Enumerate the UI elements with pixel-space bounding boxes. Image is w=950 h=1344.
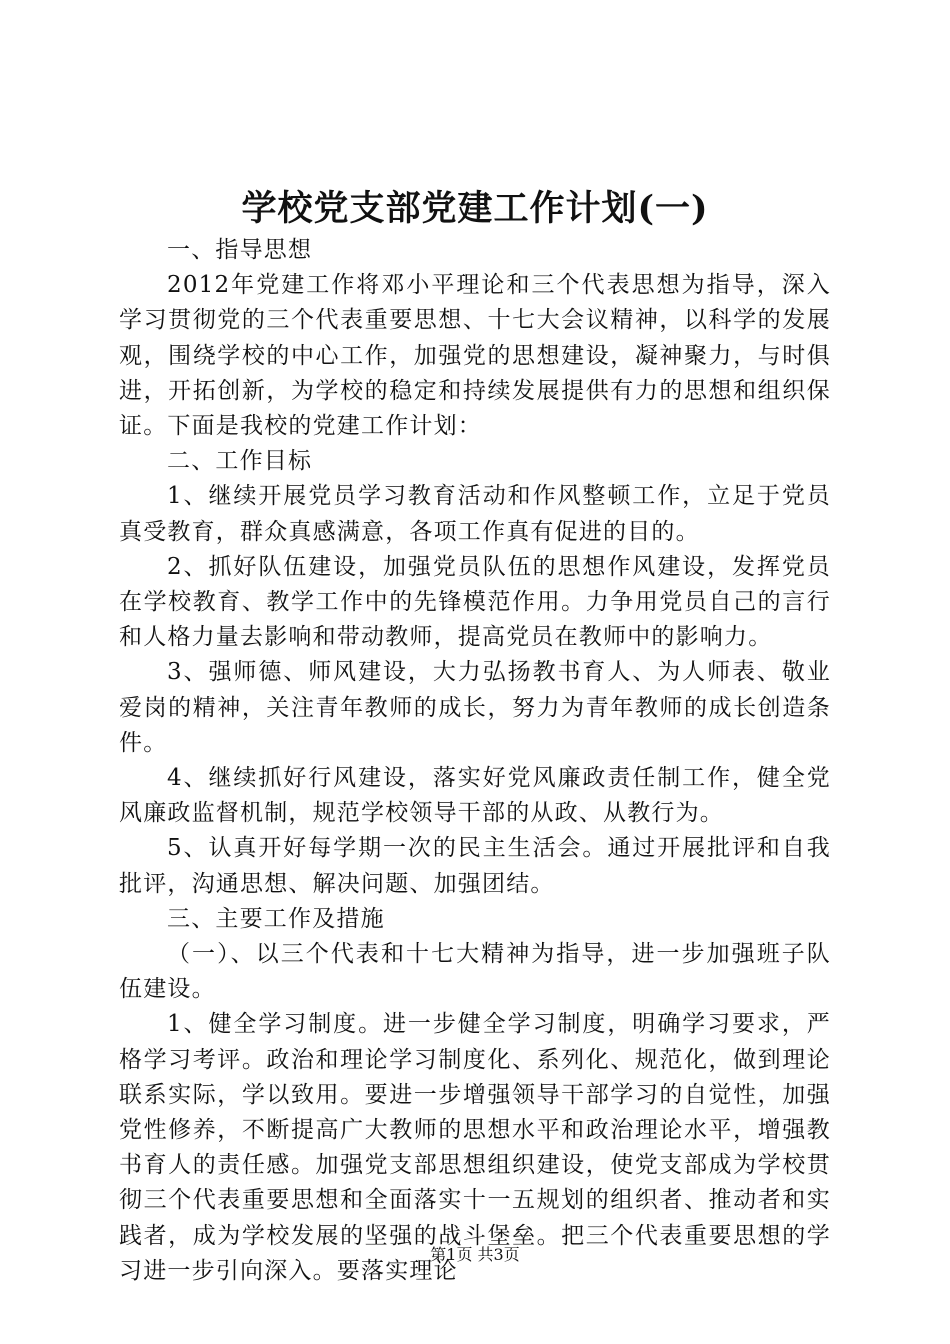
section-heading-guiding-thought: 一、指导思想: [167, 237, 313, 263]
section-heading-main-work: 三、主要工作及措施: [167, 905, 385, 932]
measure-item-1: 1、健全学习制度。进一步健全学习制度，明确学习要求，严格学习考评。政治和理论学习制度化、系列化、规范化，做到理论联系实际，学以致用。要进一步增强领导干部学习的自觉性，加强党性修养，不断提高广大教师的思想水平和政治理论水平，增强教书育人的责任感。加强党支部思想组织建设，使党支部成为学校贯彻三个代表重要思想和全面落实十一五规划的组织者、推动者和实践者，成为学校发展的坚强的战斗堡垒。把三个代表重要思想的学习进一步引向深入。要落实理论: [119, 1011, 831, 1284]
body-paragraph: 2012年党建工作将邓小平理论和三个代表思想为指导，深入学习贯彻党的三个代表重要思想、十七大会议精神，以科学的发展观，围绕学校的中心工作，加强党的思想建设，凝神聚力，与时俱进，开拓创新，为学校的稳定和持续发展提供有力的思想和组织保证。下面是我校的党建工作计划：: [119, 272, 831, 440]
subsection-heading: （一）、以三个代表和十七大精神为指导，进一步加强班子队伍建设。: [119, 941, 831, 1003]
document-title: 学校党支部党建工作计划(一): [241, 188, 709, 229]
page-footer: 第1页 共3页: [430, 1245, 520, 1264]
goal-item-1: 1、继续开展党员学习教育活动和作风整顿工作，立足于党员真受教育，群众真感满意，各项工作真有促进的目的。: [119, 483, 831, 545]
section-heading-work-goals: 二、工作目标: [167, 448, 313, 475]
goal-item-3: 3、强师德、师风建设，大力弘扬教书育人、为人师表、敬业爱岗的精神，关注青年教师的成长，努力为青年教师的成长创造条件。: [119, 659, 831, 756]
goal-item-2: 2、抓好队伍建设，加强党员队伍的思想作风建设，发挥党员在学校教育、教学工作中的先锋模范作用。力争用党员自己的言行和人格力量去影响和带动教师，提高党员在教师中的影响力。: [119, 553, 831, 651]
goal-item-4: 4、继续抓好行风建设，落实好党风廉政责任制工作，健全党风廉政监督机制，规范学校领导干部的从政、从教行为。: [119, 765, 831, 827]
goal-item-5: 5、认真开好每学期一次的民主生活会。通过开展批评和自我批评，沟通思想、解决问题、加强团结。: [119, 835, 831, 897]
document-body: [119, 233, 831, 1289]
